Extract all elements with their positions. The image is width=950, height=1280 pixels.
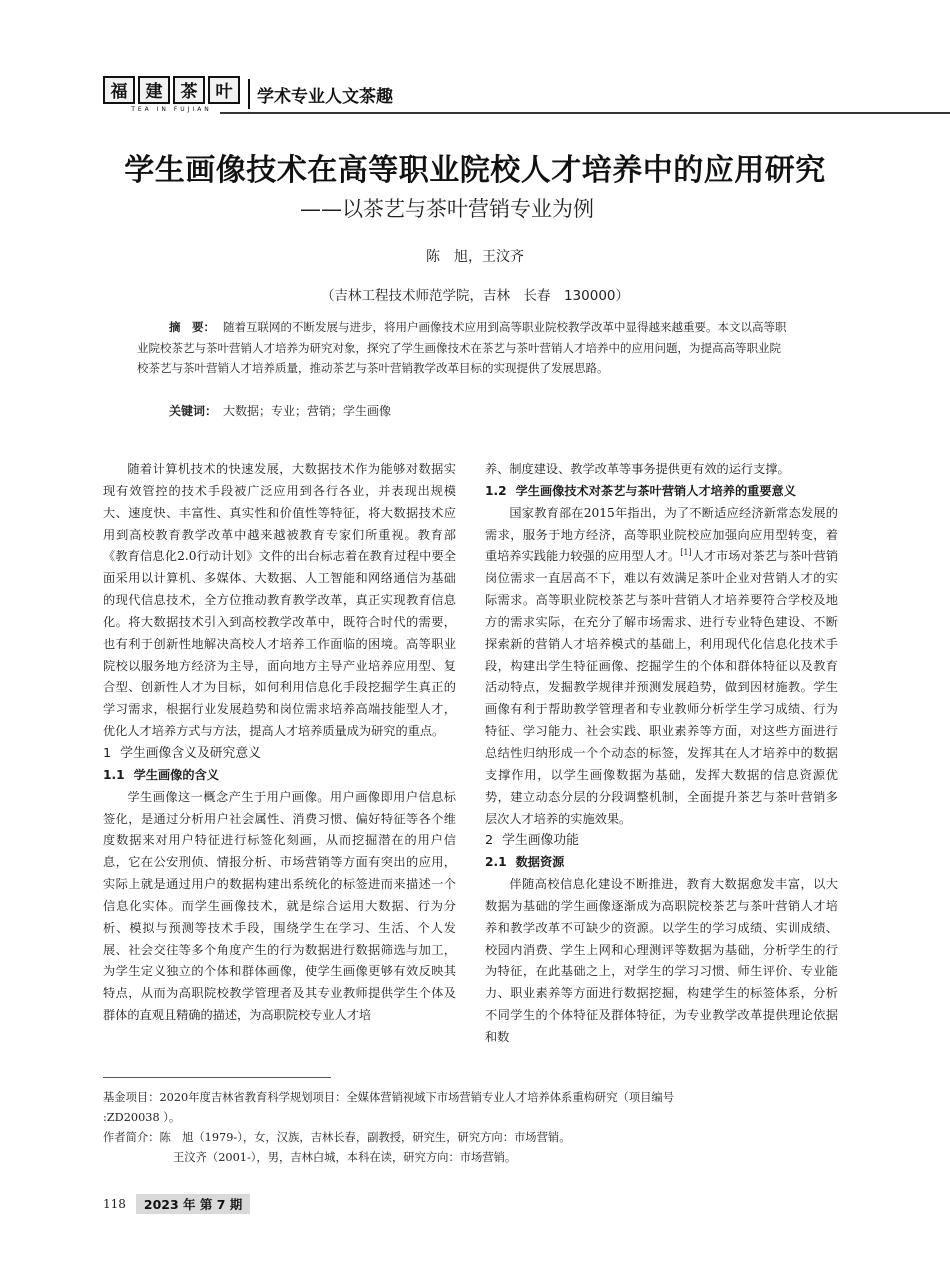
- article-title: 学生画像技术在高等职业院校人才培养中的应用研究: [124, 153, 826, 188]
- section-title: 学生画像功能: [502, 833, 579, 849]
- paragraph-text: 国家教育部在2015年指出，为了不断适应经济新常态发展的需求，服务于地方经济，高等职业院校应加强向应用型转变，着重培养实践能力较强的应用型人才。: [485, 505, 838, 564]
- fund-note-cont: :ZD20038 ）。: [103, 1111, 181, 1124]
- section-title: 学生画像的含义: [133, 767, 219, 782]
- article-affiliation: （吉林工程技术师范学院，吉林 长春 130000）: [320, 288, 630, 304]
- citation-ref: [1]: [680, 548, 692, 558]
- logo-char: 建: [138, 76, 170, 104]
- section-heading-1-1: [103, 765, 456, 787]
- abstract-text: 随着互联网的不断发展与进步，将用户画像技术应用到高等职业院校教学改革中显得越来越重要。本文以高等职业院校茶艺与茶叶营销人才培养为研究对象，探究了学生画像技术在茶艺与茶叶营销人才培养中的应用问题，为提高高等职业院校茶艺与茶叶营销人才培养质量，推动茶艺与茶叶营销教学改革目标的实现提供了发展思路。: [137, 320, 787, 375]
- section-1-1-paragraph: 学生画像这一概念产生于用户画像。用户画像即用户信息标签化，是通过分析用户社会属性、消费习惯、偏好特征等各个维度数据来对用户特征进行标签化刻画，从而挖掘潜在的用户信息，它在公安刑侦、情报分析、市场营销等方面有突出的应用，实际上就是通过用户的数据构建出系统化的标签进而来描述一个信息化实体。而学生画像技术，就是综合运用大数据、行为分析、模拟与预测等技术手段，围绕学生在学习、生活、个人发展、社会交往等多个角度产生的行为数据进行数据筛选与加工，为学生定义独立的个体和群体画像，使学生画像更够有效反映其特点，从而为高职院校教学管理者及其专业教师提供学生个体及群体的直观且精确的描述，为高职院校专业人才培: [103, 789, 456, 1023]
- journal-logo: [103, 76, 240, 113]
- section-1-2-paragraph: [485, 503, 838, 831]
- footnote-rule: [103, 1077, 331, 1078]
- page-footer: [103, 1194, 250, 1214]
- left-column: [103, 459, 456, 1027]
- logo-char: 叶: [208, 76, 240, 104]
- section-2-1-paragraph: 伴随高校信息化建设不断推进，教育大数据愈发丰富，以大数据为基础的学生画像逐渐成为高职院校茶艺与茶叶营销人才培养和教学改革不可缺少的资源。以学生的学习成绩、实训成绩、校园内消费、学生上网和心理测评等数据为基础，分析学生的行为特征，在此基础之上，对学生的学习习惯、师生评价、专业能力、职业素养等方面进行数据挖掘，构建学生的标签体系，分析不同学生的个体特征及群体特征，为专业教学改革提供理论依据和数: [485, 877, 838, 1044]
- abstract-label: 摘 要：: [169, 320, 215, 334]
- header-divider: [248, 79, 250, 109]
- intro-paragraph: 随着计算机技术的快速发展，大数据技术作为能够对数据实现有效管控的技术手段被广泛应用到各行各业，并表现出规模大、速度快、丰富性、真实性和价值性等特征，将大数据技术应用到高校教育教学改革中越来越被教育专家们所重视。教育部《教育信息化2.0行动计划》文件的出台标志着在教育过程中要全面采用以计算机、多媒体、大数据、人工智能和网络通信为基础的现代信息技术，全方位推动教育教学改革，真正实现教育信息化。将大数据技术引入到高校教学改革中，既符合时代的需要，也有利于创新性地解决高校人才培养工作面临的困境。高等职业院校以服务地方经济为主导，面向地方主导产业培养应用型、复合型、创新性人才为目标，如何利用信息化手段挖掘学生真正的学习需求，根据行业发展趋势和岗位需求培养高端技能型人才，优化人才培养方式与方法，提高人才培养质量成为研究的重点。: [103, 462, 456, 739]
- right-column: [485, 459, 838, 1049]
- section-title: 学生画像含义及研究意义: [120, 745, 261, 761]
- section-number: 1: [103, 745, 112, 761]
- keywords-label: 关键词：: [169, 404, 218, 418]
- continued-paragraph: 养、制度建设、教学改革等事务提供更有效的运行支撑。: [485, 462, 790, 476]
- section-number: 2.1: [485, 855, 507, 870]
- keywords: [169, 402, 391, 419]
- logo-char: 福: [103, 76, 135, 104]
- section-label: 学术专业人文茶趣: [257, 86, 393, 107]
- journal-header: [103, 76, 393, 112]
- logo-char: 茶: [173, 76, 205, 104]
- abstract: [137, 317, 789, 379]
- section-number: 1.1: [103, 767, 125, 782]
- section-number: 2: [485, 833, 494, 849]
- section-heading-2: [485, 830, 838, 852]
- article-subtitle: ——以茶艺与茶叶营销专业为例: [300, 197, 594, 221]
- section-heading-1-2: [485, 481, 838, 503]
- keywords-text: 大数据；专业；营销；学生画像: [223, 404, 392, 418]
- header-rule: [220, 112, 950, 114]
- article-authors: 陈 旭，王汶齐: [426, 249, 524, 265]
- section-heading-2-1: [485, 852, 838, 874]
- paragraph-text: 人才市场对茶艺与茶叶营销岗位需求一直居高不下，难以有效满足茶叶企业对营销人才的实际需求。高等职业院校茶艺与茶叶营销人才培养要符合学校及地方的需求实际，在充分了解市场需求、进行专业特色建设、不断探索新的营销人才培养模式的基础上，利用现代化信息化技术手段，构建出学生特征画像、挖掘学生的个体和群体特征以及教育活动特点，发掘教学规律并预测发展趋势，做到因材施教。学生画像有利于帮助教学管理者和专业教师分析学生学习成绩、行为特征、学习能力、社会实践、职业素养等方面，对这些方面进行总结性归纳形成一个个动态的标签，发挥其在人才培养中的数据支撑作用，以学生画像数据为基础，发挥大数据的信息资源优势，建立动态分层的分段调整机制，全面提升茶艺与茶叶营销多层次人才培养的实施效果。: [485, 549, 839, 826]
- section-number: 1.2: [485, 483, 507, 498]
- issue-label: 2023 年 第 7 期: [136, 1194, 250, 1214]
- page-number: 118: [103, 1197, 126, 1211]
- section-title: 数据资源: [515, 855, 565, 870]
- author-note-cont: 王汶齐（2001-），男，吉林白城，本科在读，研究方向：市场营销。: [173, 1151, 517, 1164]
- fund-note: 基金项目：2020年度吉林省教育科学规划项目：全媒体营销视域下市场营销专业人才培养体系重构研究（项目编号: [103, 1091, 675, 1104]
- footnotes: [103, 1088, 843, 1168]
- logo-subtitle: TEA IN FUJIAN: [131, 105, 212, 113]
- author-note: 作者简介：陈 旭（1979-），女，汉族，吉林长春，副教授，研究生，研究方向：市场营销。: [103, 1131, 571, 1144]
- section-title: 学生画像技术对茶艺与茶叶营销人才培养的重要意义: [515, 483, 796, 498]
- section-heading-1: [103, 743, 456, 765]
